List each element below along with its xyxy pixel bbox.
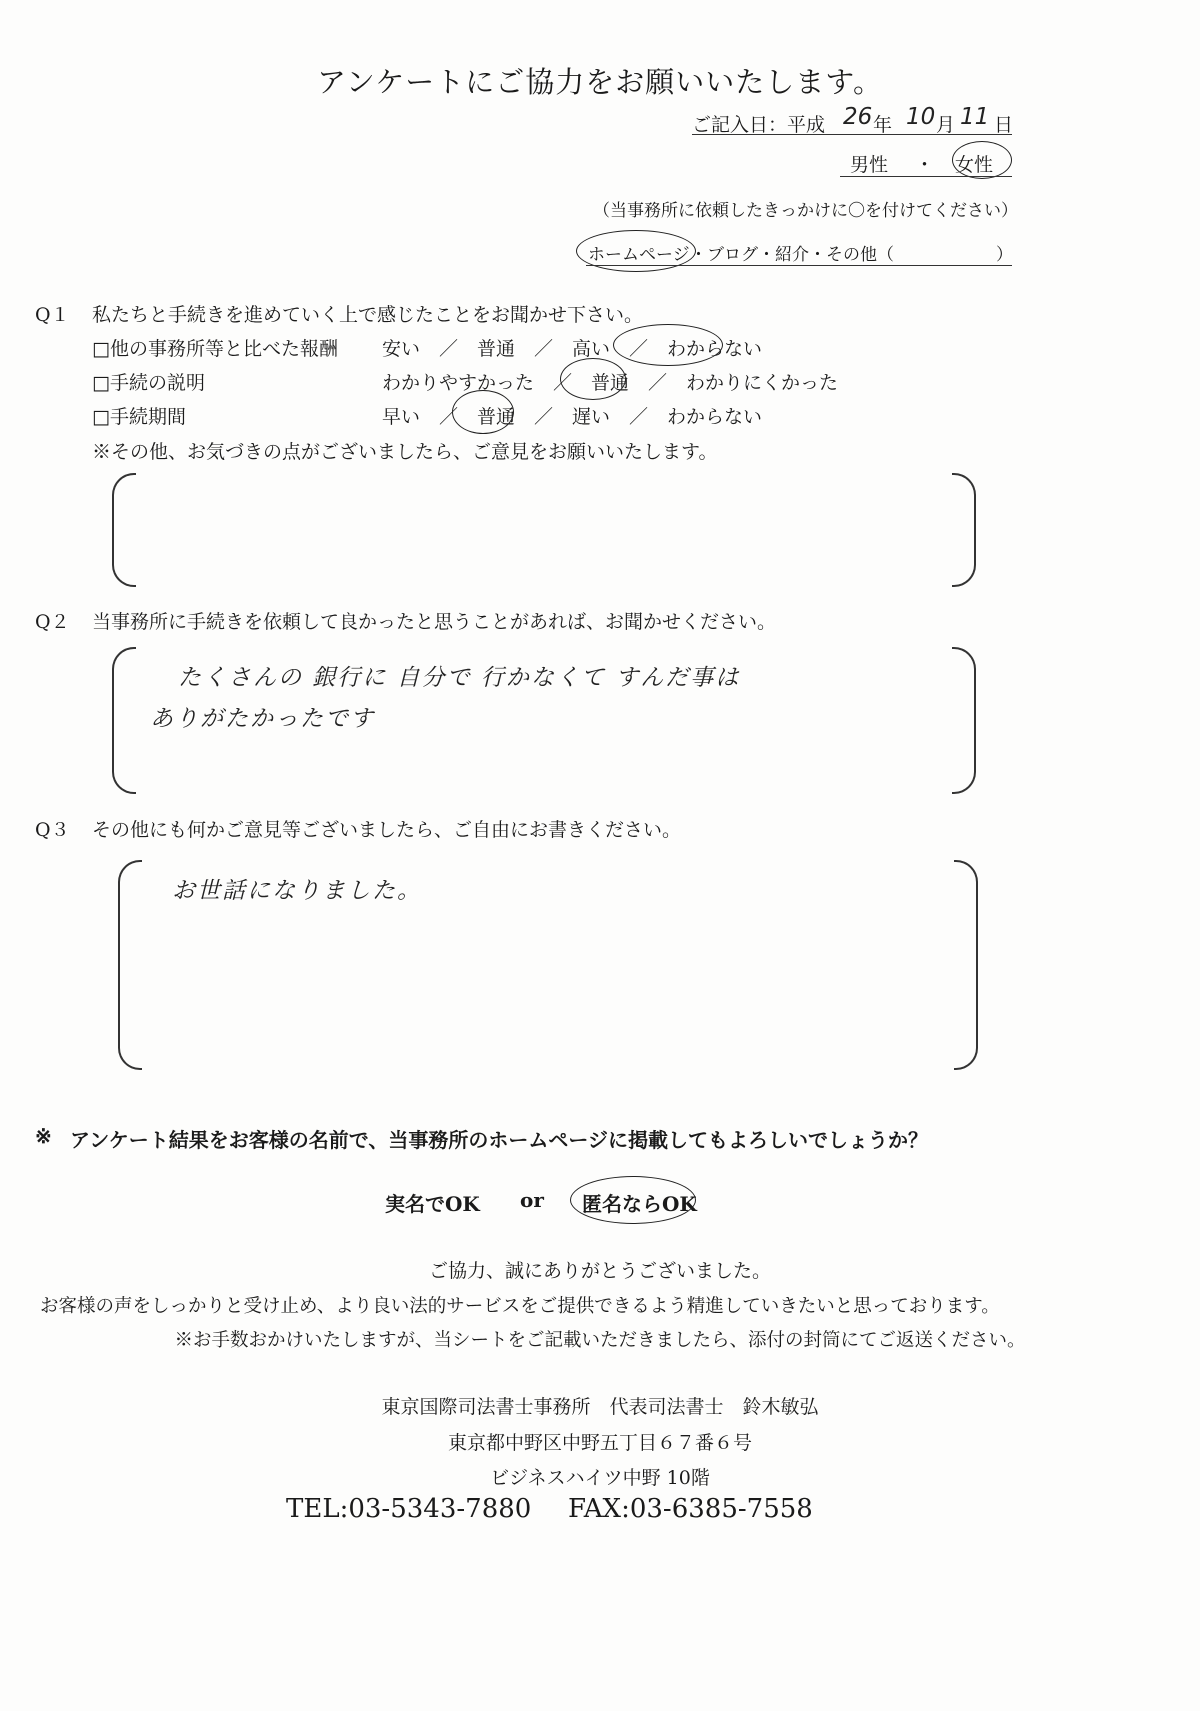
q3-answer-box-right — [954, 860, 978, 1070]
gender-underline — [840, 176, 1012, 177]
closing-message: お客様の声をしっかりと受け止め、より良い法的サービスをご提供できるよう精進していきたいと思っております。 — [40, 1296, 1000, 1317]
year-unit: 年 — [873, 114, 893, 136]
q3-question: その他にも何かご意見等ございましたら、ご自由にお書きください。 — [92, 819, 682, 841]
publish-option-anonymous: 匿名ならOK — [582, 1192, 697, 1216]
trigger-instruction: （当事務所に依頼したきっかけに〇を付けてください） — [593, 201, 1018, 221]
publish-mark: ※ — [35, 1124, 52, 1148]
q1-item-period-label: □手続期間 — [92, 406, 186, 428]
q1-remark: ※その他、お気づきの点がございましたら、ご意見をお願いいたします。 — [92, 441, 718, 463]
q1-question: 私たちと手続きを進めていく上で感じたことをお聞かせ下さい。 — [92, 304, 644, 326]
publish-option-real-name: 実名でOK — [385, 1192, 480, 1216]
office-tel: TEL:03-5343-7880 — [286, 1494, 532, 1524]
date-label: ご記入日：平成 — [692, 114, 826, 136]
publish-question: アンケート結果をお客様の名前で、当事務所のホームページに掲載してもよろしいでしょうか？ — [70, 1128, 928, 1152]
trigger-other-options: ・ブログ・紹介・その他（ ） — [690, 245, 1013, 265]
gender-female: 女性 — [955, 154, 994, 176]
survey-title: アンケートにご協力をお願いいたします。 — [317, 65, 883, 99]
office-building: ビジネスハイツ中野 10階 — [490, 1467, 710, 1489]
month-unit: 月 — [936, 114, 956, 136]
office-address: 東京都中野区中野五丁目６７番６号 — [447, 1432, 752, 1454]
q2-answer-box-right — [952, 647, 976, 794]
day-unit: 日 — [994, 114, 1014, 136]
q1-item-explanation-label: □手続の説明 — [92, 372, 205, 394]
q2-answer-line1: たくさんの 銀行に 自分で 行かなくて すんだ事は — [178, 665, 741, 691]
trigger-underline — [586, 265, 1012, 266]
q1-item-explanation-options: わかりやすかった ／ 普通 ／ わかりにくかった — [382, 372, 839, 394]
q1-item-fee-label: □他の事務所等と比べた報酬 — [92, 338, 338, 360]
date-year: 26 — [843, 104, 873, 130]
q2-answer-line2: ありがたかったです — [150, 706, 375, 732]
office-fax: FAX:03-6385-7558 — [568, 1494, 813, 1524]
date-month: 10 — [906, 104, 936, 130]
publish-or: or — [520, 1188, 544, 1212]
publish-anonymous-circle — [570, 1176, 696, 1224]
q1-item-fee-options: 安い ／ 普通 ／ 高い ／ わからない — [382, 338, 763, 360]
q1-period-answer-circle — [452, 390, 514, 434]
q2-question: 当事務所に手続きを依頼して良かったと思うことがあれば、お聞かせください。 — [92, 611, 777, 633]
q3-answer-box-left — [118, 860, 142, 1070]
q1-comment-box-right — [952, 473, 976, 587]
trigger-homepage: ホームページ — [588, 245, 690, 265]
q1-comment-box-left — [112, 473, 136, 587]
q1-number: Q１ — [35, 304, 70, 326]
q1-fee-answer-circle — [613, 324, 723, 366]
gender-separator: ・ — [915, 154, 935, 176]
office-name: 東京国際司法書士事務所 代表司法書士 鈴木敏弘 — [381, 1396, 819, 1418]
closing-return-instruction: ※お手数おかけいたしますが、当シートをご記載いただきましたら、添付の封筒にてご返送ください。 — [174, 1330, 1026, 1351]
gender-female-circle — [952, 141, 1012, 179]
gender-male: 男性 — [850, 154, 889, 176]
q3-number: Q３ — [35, 819, 70, 841]
q3-answer: お世話になりました。 — [172, 878, 422, 904]
date-day: 11 — [960, 104, 990, 130]
q1-item-period-options: 早い ／ 普通 ／ 遅い ／ わからない — [382, 406, 763, 428]
q1-explanation-answer-circle — [560, 358, 626, 400]
q2-number: Q２ — [35, 611, 70, 633]
q2-answer-box-left — [112, 647, 136, 794]
date-underline — [692, 134, 1012, 135]
closing-thanks: ご協力、誠にありがとうございました。 — [428, 1260, 771, 1282]
